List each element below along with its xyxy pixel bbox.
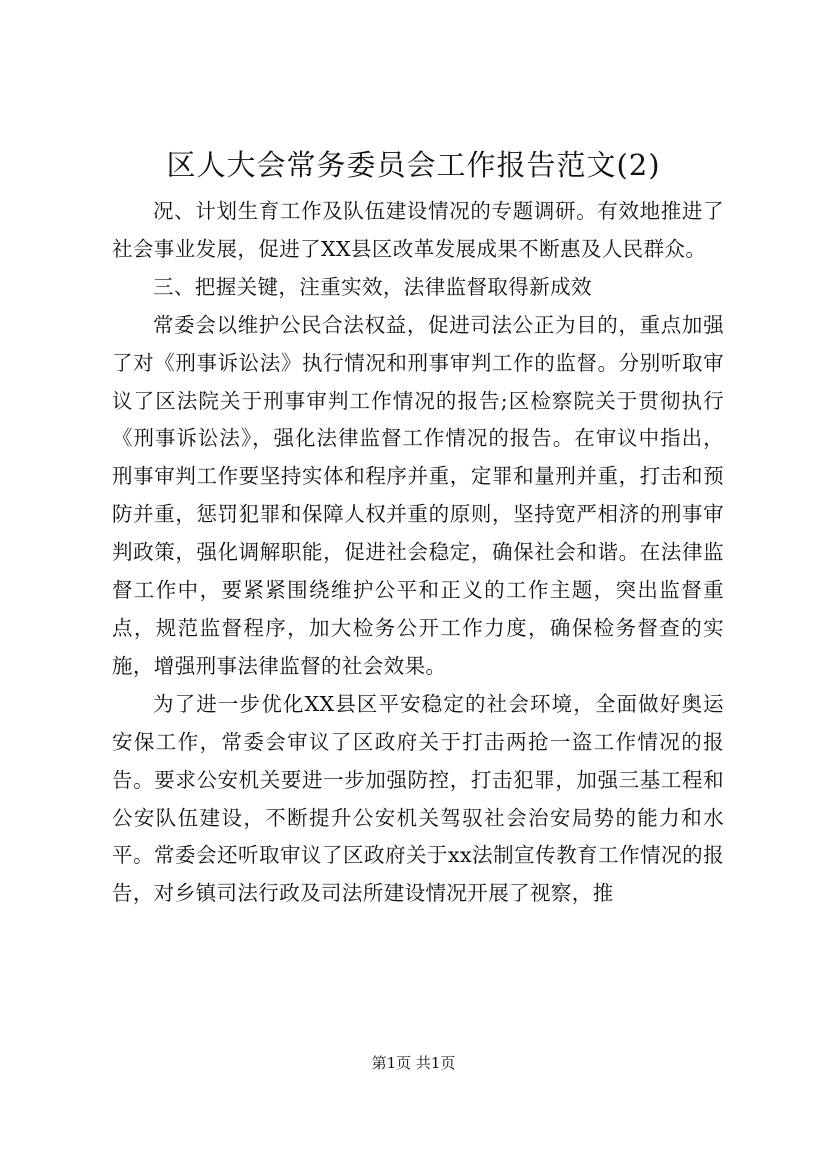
document-body <box>112 193 724 913</box>
paragraph-1: 况、计划生育工作及队伍建设情况的专题调研。有效地推进了社会事业发展，促进了XX县区改革发展成果不断惠及人民群众。 <box>112 199 724 261</box>
page-footer: 第1页 共1页 <box>371 1054 456 1072</box>
section-heading: 三、把握关键，注重实效，法律监督取得新成效 <box>153 274 592 299</box>
document-title: 区人大会常务委员会工作报告范文(2) <box>166 148 661 182</box>
paragraph-3: 为了进一步优化XX县区平安稳定的社会环境，全面做好奥运安保工作，常委会审议了区政府关于打击两抢一盗工作情况的报告。要求公安机关要进一步加强防控，打击犯罪，加强三基工程和公安队伍建设，不断提升公安机关驾驭社会治安局势的能力和水平。常委会还听取审议了区政府关于xx法制宣传教育工作情况的报告，对乡镇司法行政及司法所建设情况开展了视察，推 <box>112 691 724 906</box>
paragraph-2: 常委会以维护公民合法权益，促进司法公正为目的，重点加强了对《刑事诉讼法》执行情况和刑事审判工作的监督。分别听取审议了区法院关于刑事审判工作情况的报告;区检察院关于贯彻执行《刑事诉讼法》，强化法律监督工作情况的报告。在审议中指出，刑事审判工作要坚持实体和程序并重，定罪和量刑并重，打击和预防并重，惩罚犯罪和保障人权并重的原则，坚持宽严相济的刑事审判政策，强化调解职能，促进社会稳定，确保社会和谐。在法律监督工作中，要紧紧围绕维护公平和正义的工作主题，突出监督重点，规范监督程序，加大检务公开工作力度，确保检务督查的实施，增强刑事法律监督的社会效果。 <box>112 312 724 678</box>
